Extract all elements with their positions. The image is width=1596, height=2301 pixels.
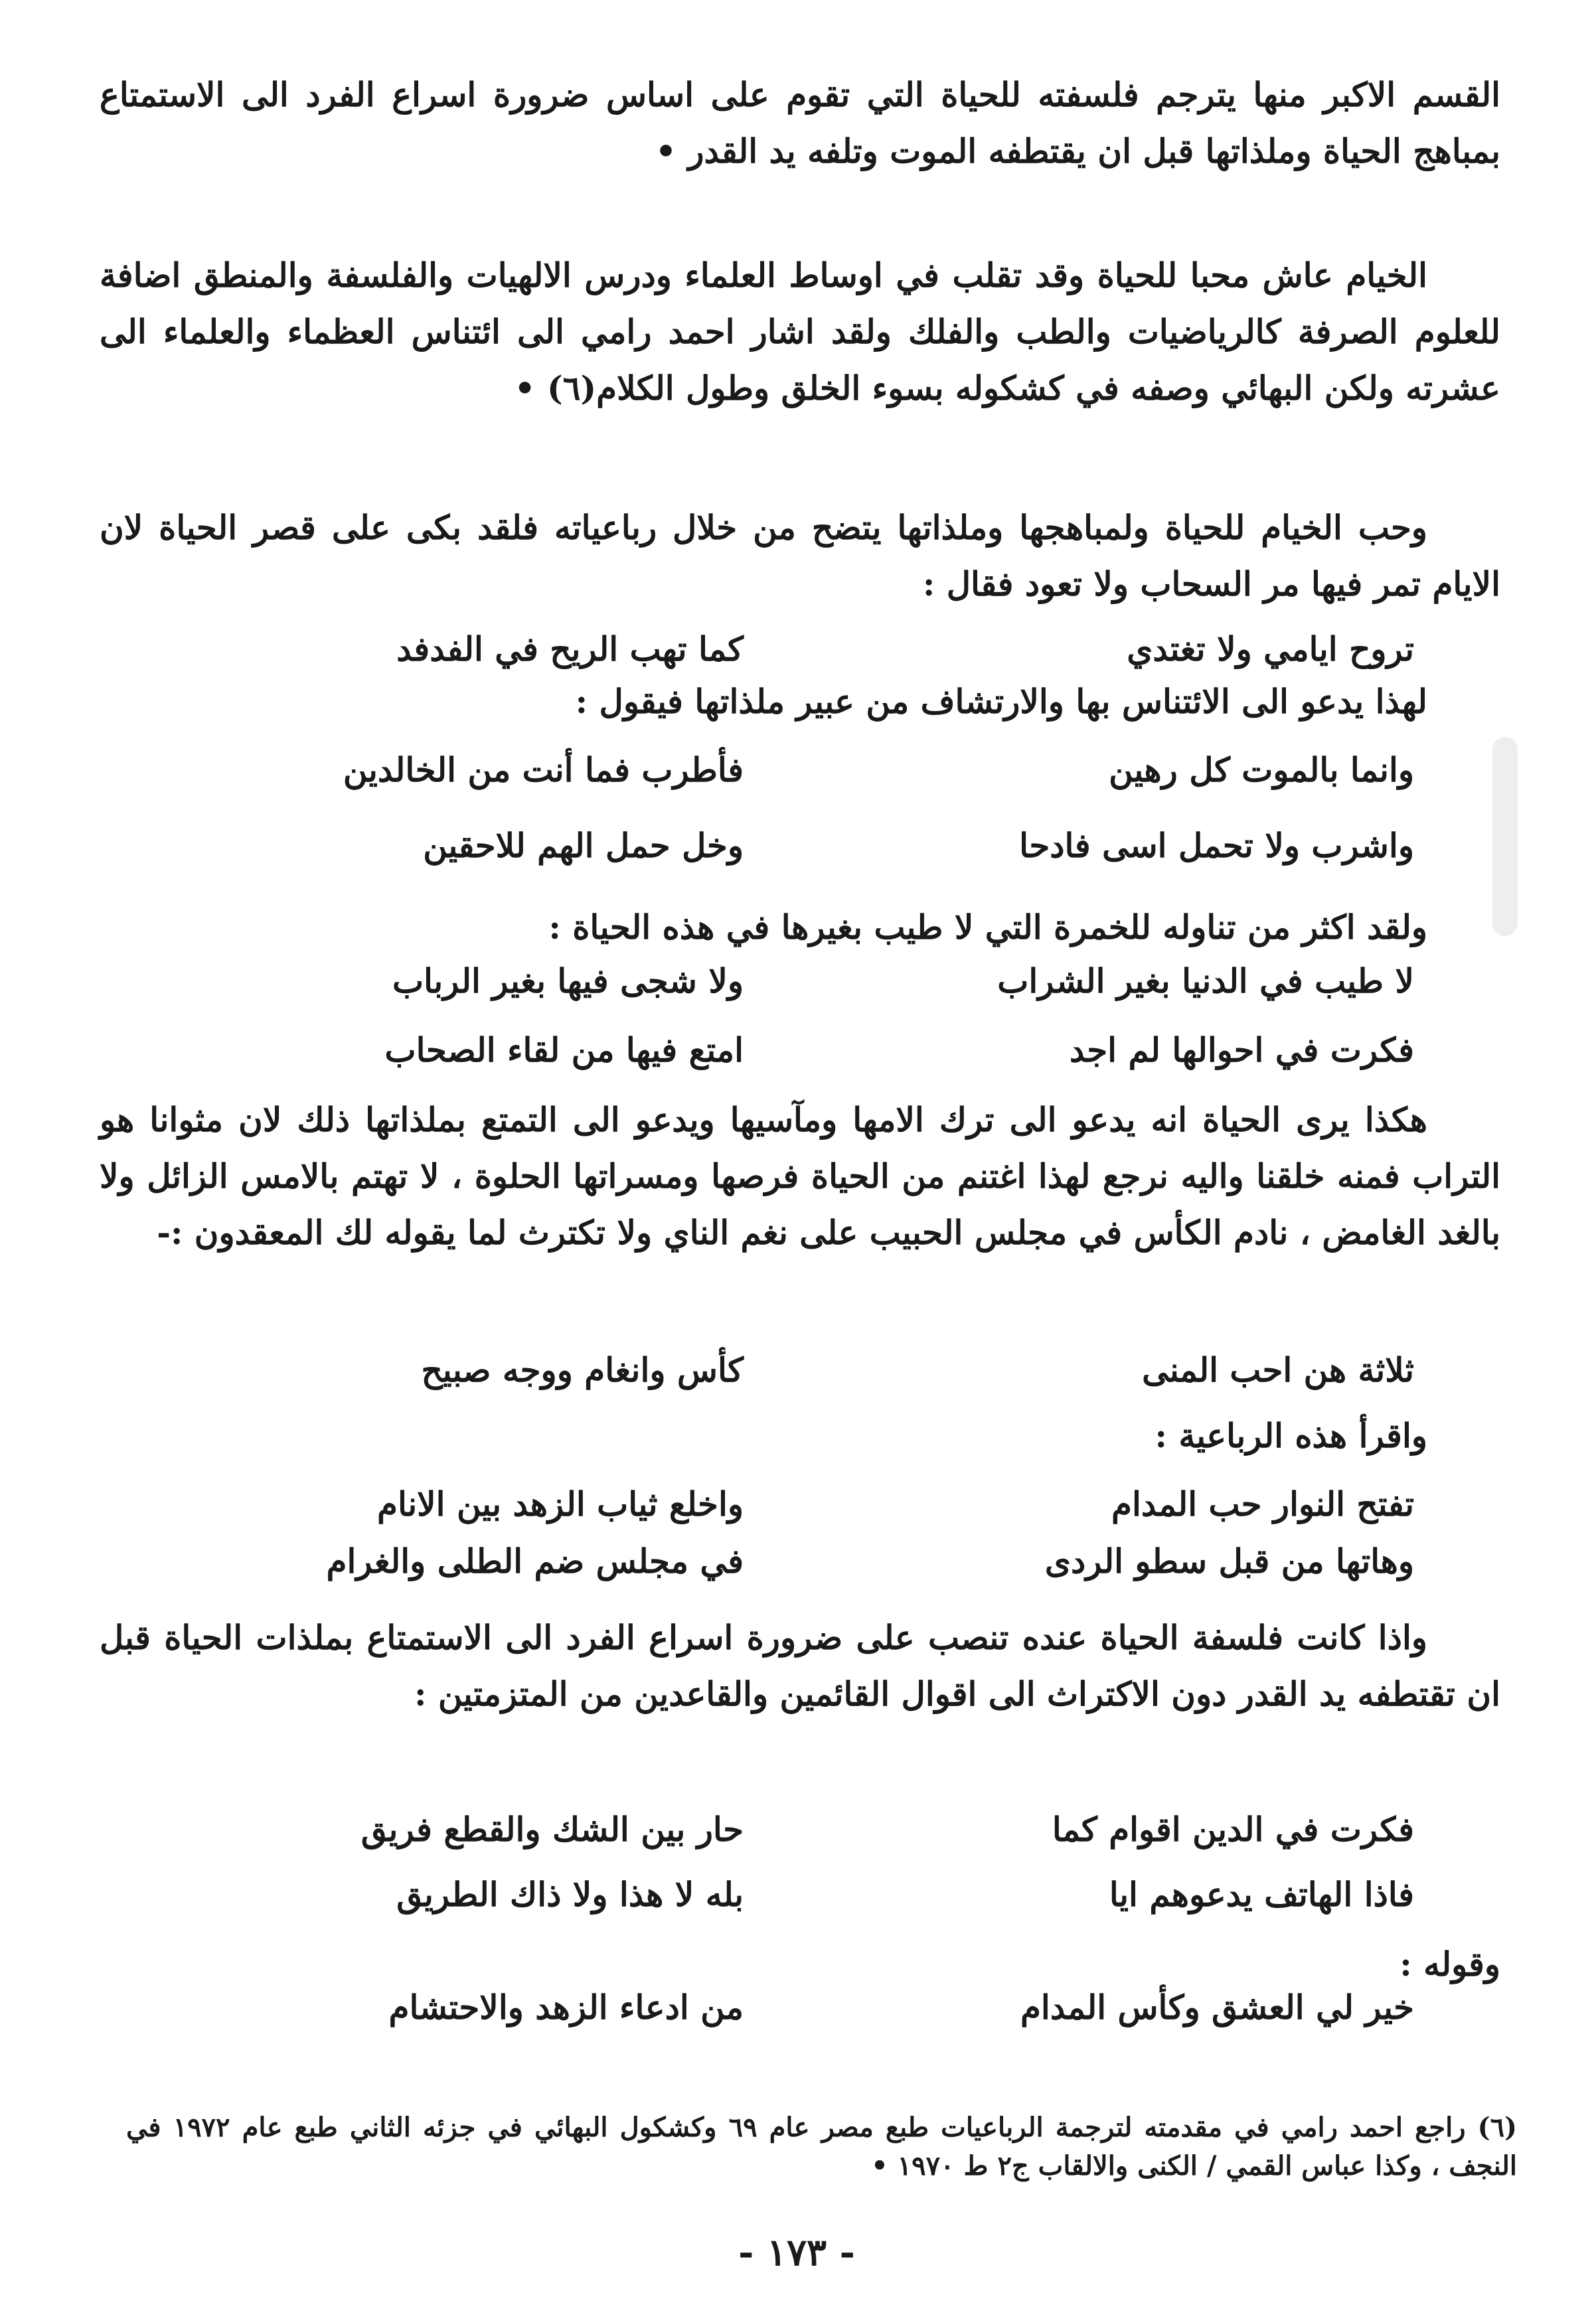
verse-1-first-hemistich: تروح ايامي ولا تغتدي [1127,629,1414,669]
paragraph-4-text: لهذا يدعو الى الائتناس بها والارتشاف من عبير ملذاتها فيقول : [575,682,1427,721]
verse-3-first-hemistich: واشرب ولا تحمل اسى فادحا [1019,826,1414,865]
verse-10 [199,1875,1414,1935]
verse-10-second-hemistich: بله لا هذا ولا ذاك الطريق [396,1875,744,1914]
verse-2-second-hemistich: فأطرب فما أنت من الخالدين [343,750,744,789]
verse-11 [199,1988,1414,2047]
paragraph-5-text: ولقد اكثر من تناوله للخمرة التي لا طيب بغيرها في هذه الحياة : [548,908,1427,947]
verse-8-first-hemistich: وهاتها من قبل سطو الردى [1044,1542,1414,1581]
verse-9-first-hemistich: فكرت في الدين اقوام كما [1052,1810,1414,1849]
footnote: (٦) راجع احمد رامي في مقدمته لترجمة الرباعيات طبع مصر عام ٦٩ وكشكول البهائي في جزئه الثاني طبع عام ١٩٧٢ في النجف ، وكذا عباس القمي / الكنى والالقاب ج٢ ط ١٩٧٠ • [126,2112,1518,2182]
paragraph-4 [100,673,1500,730]
verse-11-first-hemistich: خير لي العشق وكأس المدام [1020,1988,1414,2027]
paragraph-3-text: وحب الخيام للحياة ولمباهجها وملذاتها يتضح من خلال رباعياته فلقد بكى على قصر الحياة لان الايام تمر فيها مر السحاب ولا تعود فقال : [100,508,1500,603]
verse-5 [199,1030,1414,1090]
verse-10-first-hemistich: فاذا الهاتف يدعوهم ايا [1109,1875,1414,1914]
verse-5-first-hemistich: فكرت في احوالها لم اجد [1070,1030,1414,1070]
paragraph-8-text: واذا كانت فلسفة الحياة عنده تنصب على ضرورة اسراع الفرد الى الاستمتاع بملذات الحياة قبل ان تقتطفه يد القدر دون الاكتراث الى اقوال القائمين والقاعدين من المتزمتين : [100,1618,1500,1713]
paragraph-2 [100,247,1500,416]
paragraph-6-text: هكذا يرى الحياة انه يدعو الى ترك الامها ومآسيها ويدعو الى التمتع بملذاتها ذلك لان مثوانا هو التراب فمنه خلقنا واليه نرجع لهذا اغتنم من الحياة فرصها ومسراتها الحلوة ، لا تهتم بالامس الزائل ولا بالغد الغامض ، نادم الكأس في مجلس الحبيب على نغم الناي ولا تكترث لما يقوله لك المعقدون :- [100,1100,1500,1252]
paragraph-1 [100,66,1500,179]
verse-7 [199,1484,1414,1544]
verse-6 [199,1350,1414,1410]
paragraph-9-text: وقوله : [1399,1944,1500,1984]
verse-8 [199,1542,1414,1601]
verse-3-second-hemistich: وخل حمل الهم للاحقين [423,826,744,865]
paragraph-9 [100,1936,1500,1992]
verse-5-second-hemistich: امتع فيها من لقاء الصحاب [384,1030,744,1070]
verse-3 [199,826,1414,886]
verse-1-second-hemistich: كما تهب الريح في الفدفد [396,629,744,669]
verse-2 [199,750,1414,810]
paragraph-7 [100,1407,1500,1464]
page-number: - ١٧٣ - [738,2231,855,2274]
verse-11-second-hemistich: من ادعاء الزهد والاحتشام [388,1988,744,2027]
paragraph-2-text: الخيام عاش محبا للحياة وقد تقلب في اوساط العلماء ودرس الالهيات والفلسفة والمنطق اضافة للعلوم الصرفة كالرياضيات والطب والفلك ولقد اشار احمد رامي الى ائتناس العظماء والعلماء الى عشرته ولكن البهائي وصفه في كشكوله بسوء الخلق وطول الكلام(٦) • [100,256,1500,408]
verse-7-second-hemistich: واخلع ثياب الزهد بين الانام [377,1484,744,1524]
paragraph-1-text: القسم الاكبر منها يترجم فلسفته للحياة التي تقوم على اساس ضرورة اسراع الفرد الى الاستمتاع بمباهج الحياة وملذاتها قبل ان يقتطفه الموت وتلفه يد القدر • [100,75,1500,171]
verse-7-first-hemistich: تفتح النوار حب المدام [1111,1484,1414,1524]
verse-9 [199,1810,1414,1869]
paragraph-8 [100,1609,1500,1722]
verse-4-second-hemistich: ولا شجى فيها بغير الرباب [392,961,744,1000]
verse-2-first-hemistich: وانما بالموت كل رهين [1109,750,1414,789]
verse-6-first-hemistich: ثلاثة هن احب المنى [1142,1350,1414,1389]
verse-4-first-hemistich: لا طيب في الدنيا بغير الشراب [997,961,1414,1000]
paragraph-6 [100,1091,1500,1261]
verse-4 [199,961,1414,1021]
verse-6-second-hemistich: كأس وانغام ووجه صبيح [421,1350,744,1389]
paragraph-3 [100,499,1500,612]
paragraph-5 [100,899,1500,955]
scan-smudge [1492,737,1518,936]
verse-8-second-hemistich: في مجلس ضم الطلى والغرام [326,1542,744,1581]
paragraph-7-text: واقرأ هذه الرباعية : [1155,1416,1427,1455]
verse-9-second-hemistich: حار بين الشك والقطع فريق [360,1810,744,1849]
